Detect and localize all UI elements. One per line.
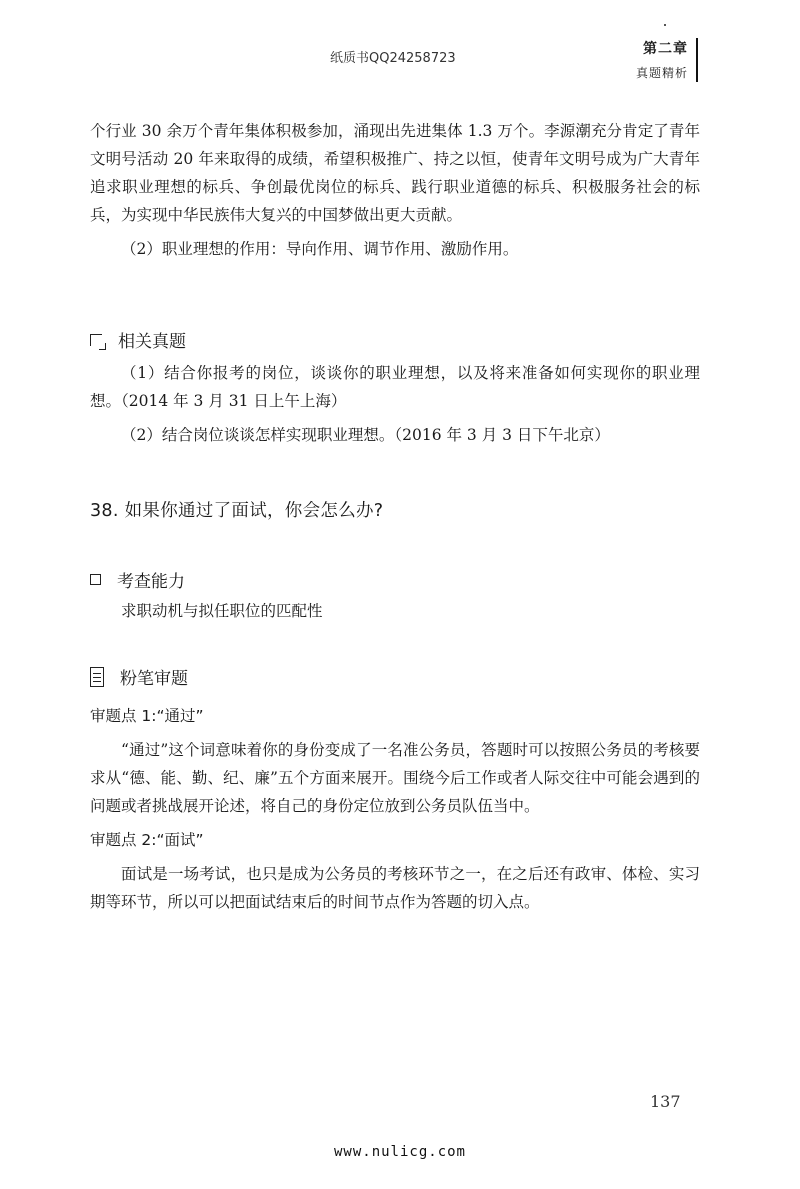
header-rule <box>696 38 698 82</box>
intro-paragraph-1: 个行业 30 余万个青年集体积极参加，涌现出先进集体 1.3 万个。李源潮充分肯定了青年文明号活动 20 年来取得的成绩，希望积极推广、持之以恒，使青年文明号成为广大青年追求职业理想的标兵、争创最优岗位的标兵、践行职业道德的标兵、积极服务社会的标兵，为实现中华民族伟大复兴的中国梦做出更大贡献。 <box>90 122 700 224</box>
related-heading-text: 相关真题 <box>118 332 186 352</box>
review-point-1-text: “通过”这个词意味着你的身份变成了一名准公务员，答题时可以按照公务员的考核要求从“德、能、勤、纪、廉”五个方面来展开。围绕今后工作或者人际交往中可能会遇到的问题或者挑战展开论述，将自己的身份定位放到公务员队伍当中。 <box>90 741 700 815</box>
ability-heading-text: 考查能力 <box>117 572 185 592</box>
review-point-1-title: 审题点 1:“通过” <box>90 707 204 725</box>
header-dot <box>664 24 666 26</box>
running-header: 纸质书QQ24258723 <box>330 51 456 66</box>
ability-heading <box>90 567 185 592</box>
related-questions-icon <box>90 334 102 346</box>
review-document-icon <box>90 667 104 687</box>
review-point-2-text: 面试是一场考试，也只是成为公务员的考核环节之一，在之后还有政审、体检、实习期等环节，所以可以把面试结束后的时间节点作为答题的切入点。 <box>90 865 700 911</box>
ability-text: 求职动机与拟任职位的匹配性 <box>121 602 323 620</box>
review-point-2-title: 审题点 2:“面试” <box>90 831 204 849</box>
related-heading <box>90 327 186 352</box>
chapter-label <box>636 38 688 81</box>
page-number: 137 <box>650 1092 681 1111</box>
footer-url: www.nulicg.com <box>333 1144 466 1160</box>
review-heading-text: 粉笔审题 <box>120 669 188 689</box>
ability-section <box>90 597 700 625</box>
intro-paragraph-2: （2）职业理想的作用：导向作用、调节作用、激励作用。 <box>121 240 519 258</box>
chapter-title: 真题精析 <box>635 66 688 80</box>
question-title: 38. 如果你通过了面试，你会怎么办? <box>90 501 384 521</box>
related-section <box>90 359 700 449</box>
review-section <box>90 702 700 916</box>
chapter-number: 第二章 <box>643 41 688 57</box>
intro-section <box>90 117 700 263</box>
ability-square-icon <box>90 574 101 585</box>
related-item-2: （2）结合岗位谈谈怎样实现职业理想。（2016 年 3 月 3 日下午北京） <box>121 426 610 444</box>
review-heading <box>90 664 188 689</box>
related-item-1: （1）结合你报考的岗位，谈谈你的职业理想，以及将来准备如何实现你的职业理想。（2014 年 3 月 31 日上午上海） <box>90 364 700 410</box>
